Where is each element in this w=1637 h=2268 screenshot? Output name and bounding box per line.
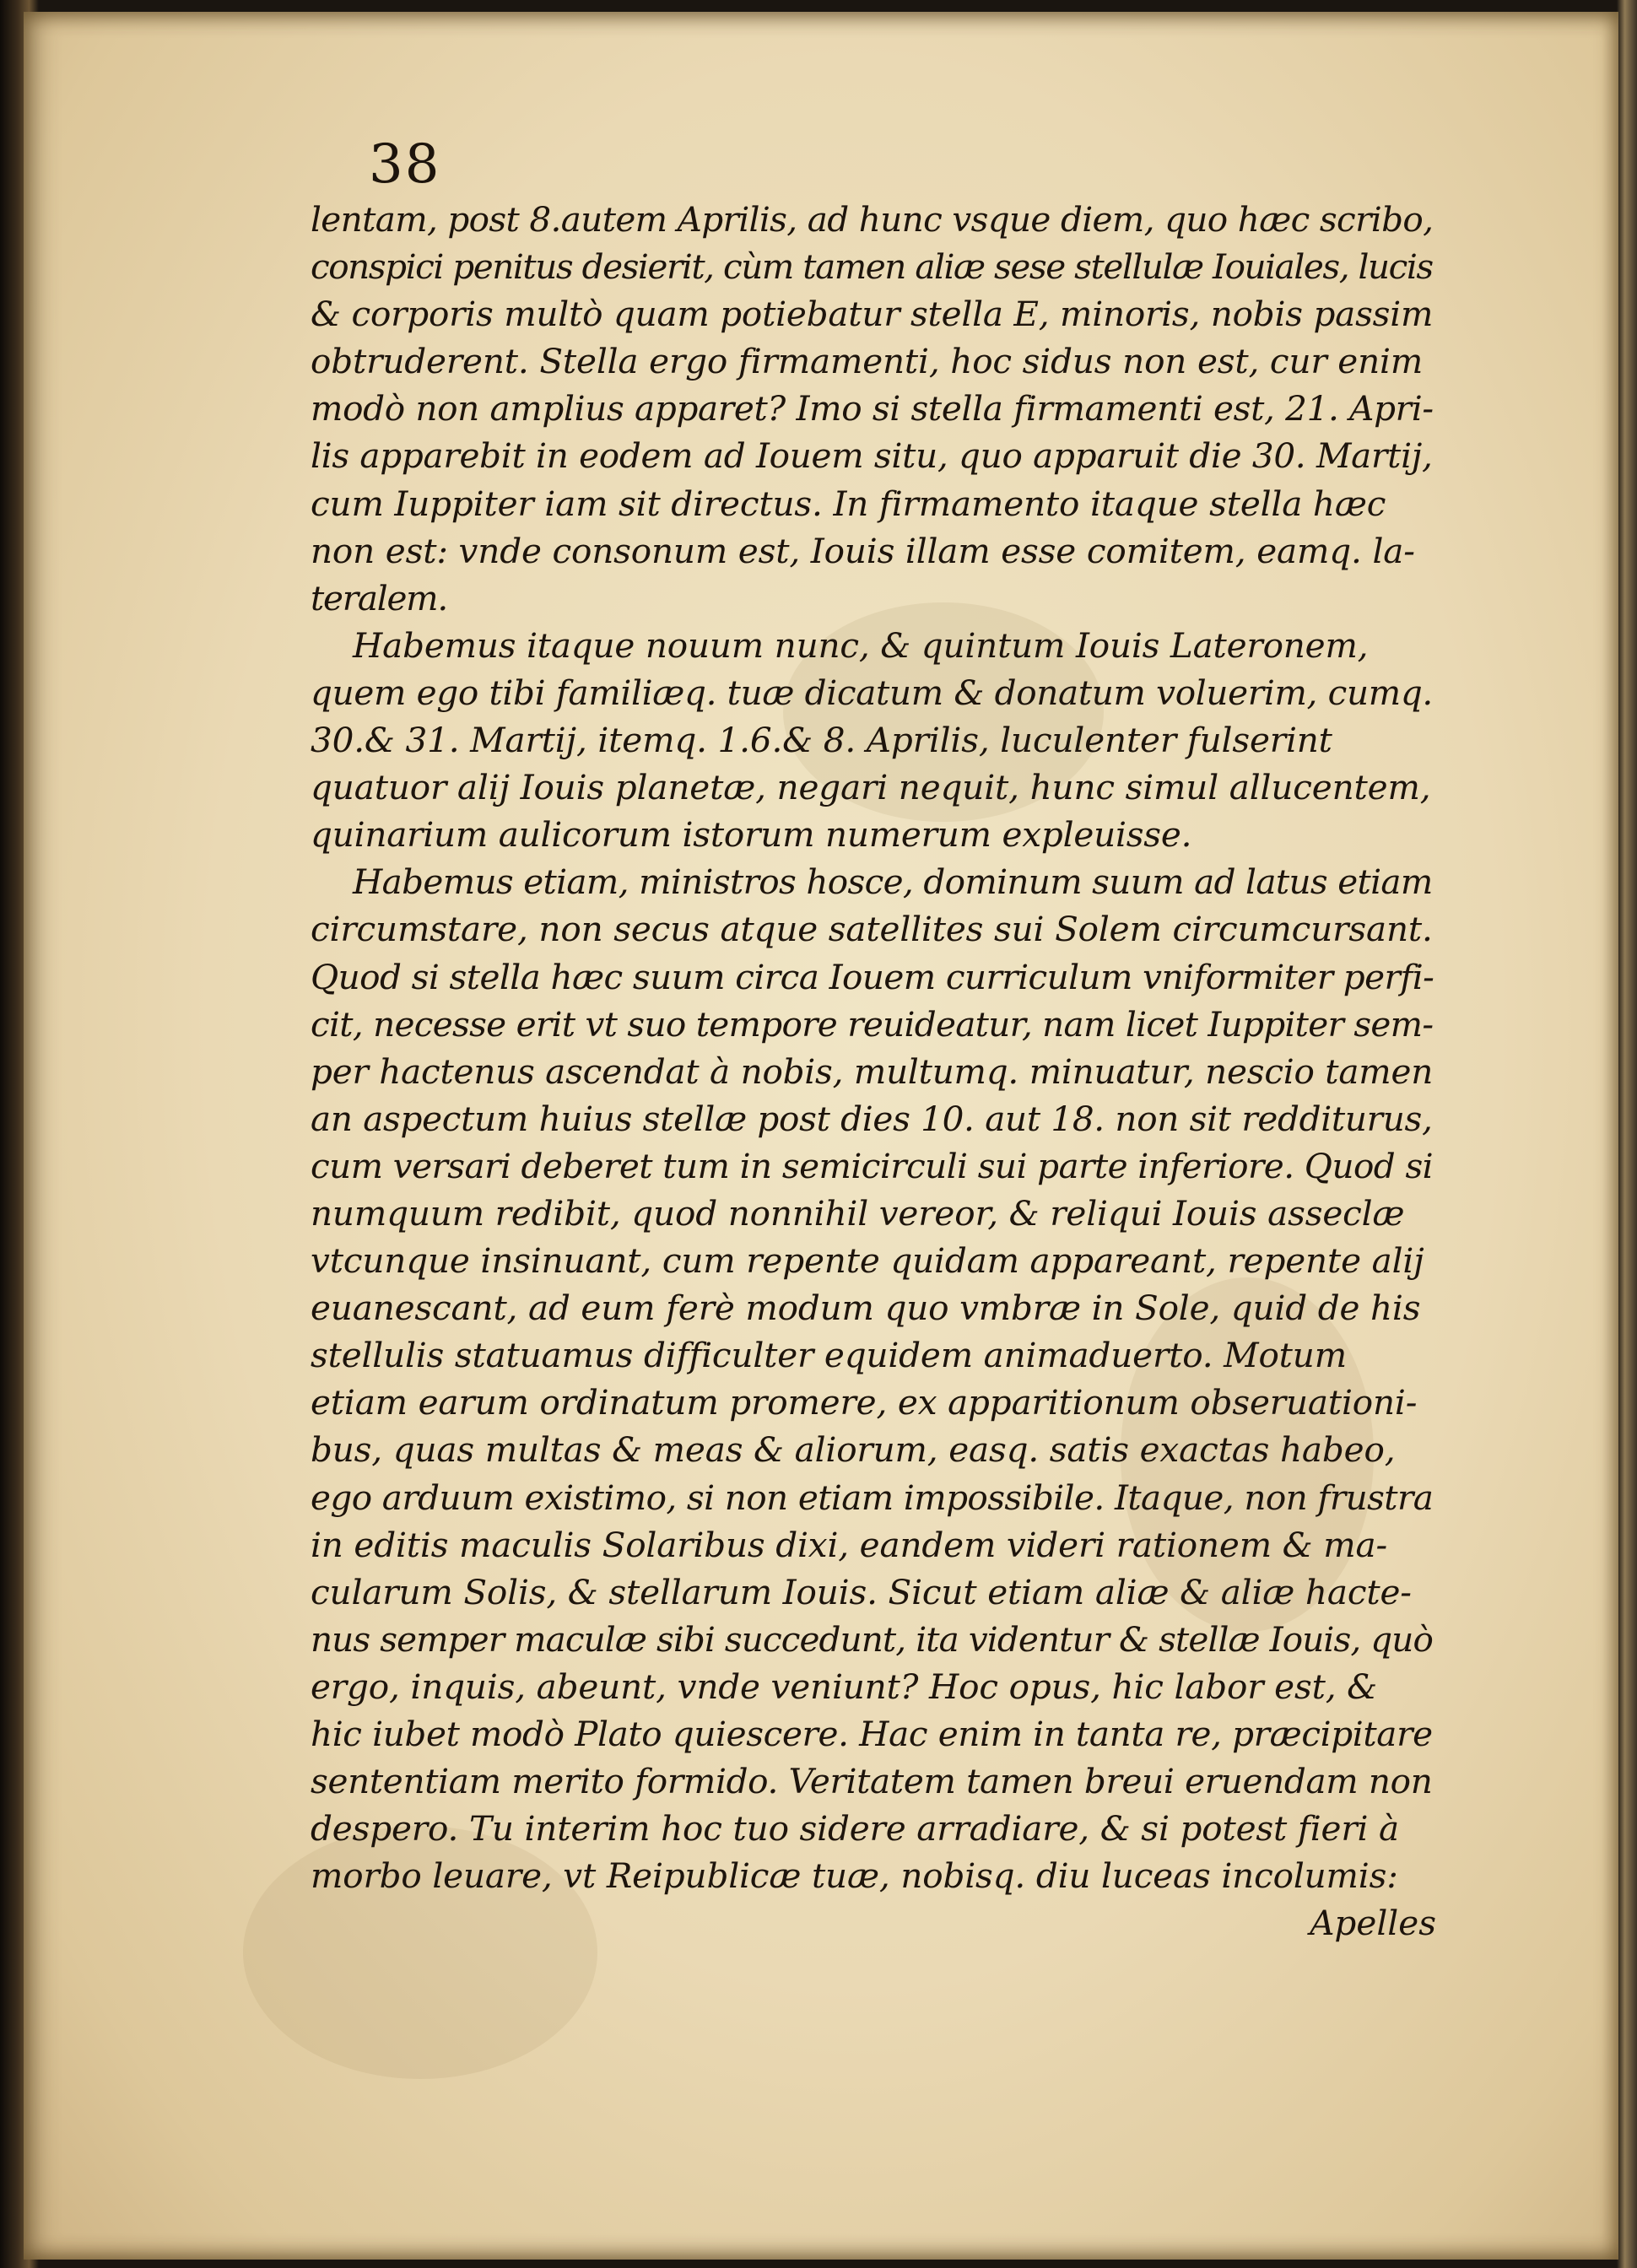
text-line: morbo leuare, vt Reipublicæ tuæ, nobisq. diu luceas incolumis: — [311, 1855, 1398, 1897]
text-line: 30.& 31. Martij, itemq. 1.6.& 8. Aprilis, luculenter fulserint — [311, 720, 1332, 761]
text-line: teralem. — [311, 577, 447, 618]
text-line: non est: vnde consonum est, Iouis illam esse comitem, eamq. la- — [311, 530, 1415, 571]
page-edge — [1617, 0, 1637, 2268]
text-line: Habemus etiam, ministros hosce, dominum suum ad latus etiam — [353, 861, 1433, 903]
text-line: Habemus itaque nouum nunc, & quintum Iouis Lateronem, — [353, 624, 1369, 666]
text-line: euanescant, ad eum ferè modum quo vmbræ in Sole, quid de his — [311, 1288, 1421, 1329]
text-line: nus semper maculæ sibi succedunt, ita videntur & stellæ Iouis, quò — [311, 1618, 1433, 1660]
text-line: stellulis statuamus difficulter equidem animaduerto. Motum — [311, 1335, 1347, 1376]
text-line: bus, quas multas & meas & aliorum, easq. satis exactas habeo, — [311, 1429, 1396, 1471]
page-number: 38 — [369, 133, 441, 196]
text-line: cum Iuppiter iam sit directus. In firmamento itaque stella hæc — [311, 483, 1386, 524]
page-body-text — [311, 196, 1441, 1947]
text-line: ego arduum existimo, si non etiam impossibile. Itaque, non frustra — [311, 1477, 1434, 1518]
text-line: ergo, inquis, abeunt, vnde veniunt? Hoc opus, hic labor est, & — [311, 1666, 1378, 1707]
text-line: quem ego tibi familiæq. tuæ dicatum & donatum voluerim, cumq. — [311, 672, 1433, 713]
text-line: obtruderent. Stella ergo firmamenti, hoc sidus non est, cur enim — [311, 341, 1424, 382]
text-line: an aspectum huius stellæ post dies 10. aut 18. non sit redditurus, — [311, 1098, 1433, 1139]
text-line: hic iubet modò Plato quiescere. Hac enim in tanta re, præcipitare — [311, 1714, 1433, 1754]
text-line: etiam earum ordinatum promere, ex apparitionum obseruationi- — [311, 1382, 1418, 1423]
text-line: lis apparebit in eodem ad Iouem situ, quo apparuit die 30. Martij, — [311, 435, 1433, 477]
text-line: cit, necesse erit vt suo tempore reuideatur, nam licet Iuppiter sem- — [311, 1003, 1434, 1045]
text-line: & corporis multò quam potiebatur stella E, minoris, nobis passim — [311, 294, 1434, 335]
text-line: circumstare, non secus atque satellites sui Solem circumcursant. — [311, 909, 1433, 950]
text-line: numquum redibit, quod nonnihil vereor, & reliqui Iouis asseclæ — [311, 1192, 1405, 1234]
signature-catchword: Apelles — [1310, 1903, 1436, 1944]
text-line: despero. Tu interim hoc tuo sidere arradiare, & si potest fieri à — [311, 1808, 1400, 1850]
text-line: quatuor alij Iouis planetæ, negari nequit, hunc simul allucentem, — [311, 767, 1431, 808]
text-line: Quod si stella hæc suum circa Iouem curriculum vniformiter perfi- — [311, 956, 1434, 997]
text-line: modò non amplius apparet? Imo si stella firmamenti est, 21. Apri- — [311, 388, 1434, 429]
text-line: cum versari deberet tum in semicirculi sui parte inferiore. Quod si — [311, 1145, 1434, 1186]
text-line: cularum Solis, & stellarum Iouis. Sicut etiam aliæ & aliæ hacte- — [311, 1571, 1412, 1612]
text-line: quinarium aulicorum istorum numerum expleuisse. — [311, 814, 1192, 856]
text-line: sententiam merito formido. Veritatem tamen breui eruendam non — [311, 1761, 1433, 1802]
text-line: conspici penitus desierit, cùm tamen aliæ sese stellulæ Iouiales, lucis — [311, 246, 1433, 288]
text-line: vtcunque insinuant, cum repente quidam appareant, repente alij — [311, 1240, 1424, 1282]
text-line: per hactenus ascendat à nobis, multumq. minuatur, nescio tamen — [311, 1050, 1434, 1092]
text-line: in editis maculis Solaribus dixi, eandem videri rationem & ma- — [311, 1524, 1388, 1565]
text-line: lentam, post 8.autem Aprilis, ad hunc vsque diem, quo hæc scribo, — [311, 199, 1434, 240]
